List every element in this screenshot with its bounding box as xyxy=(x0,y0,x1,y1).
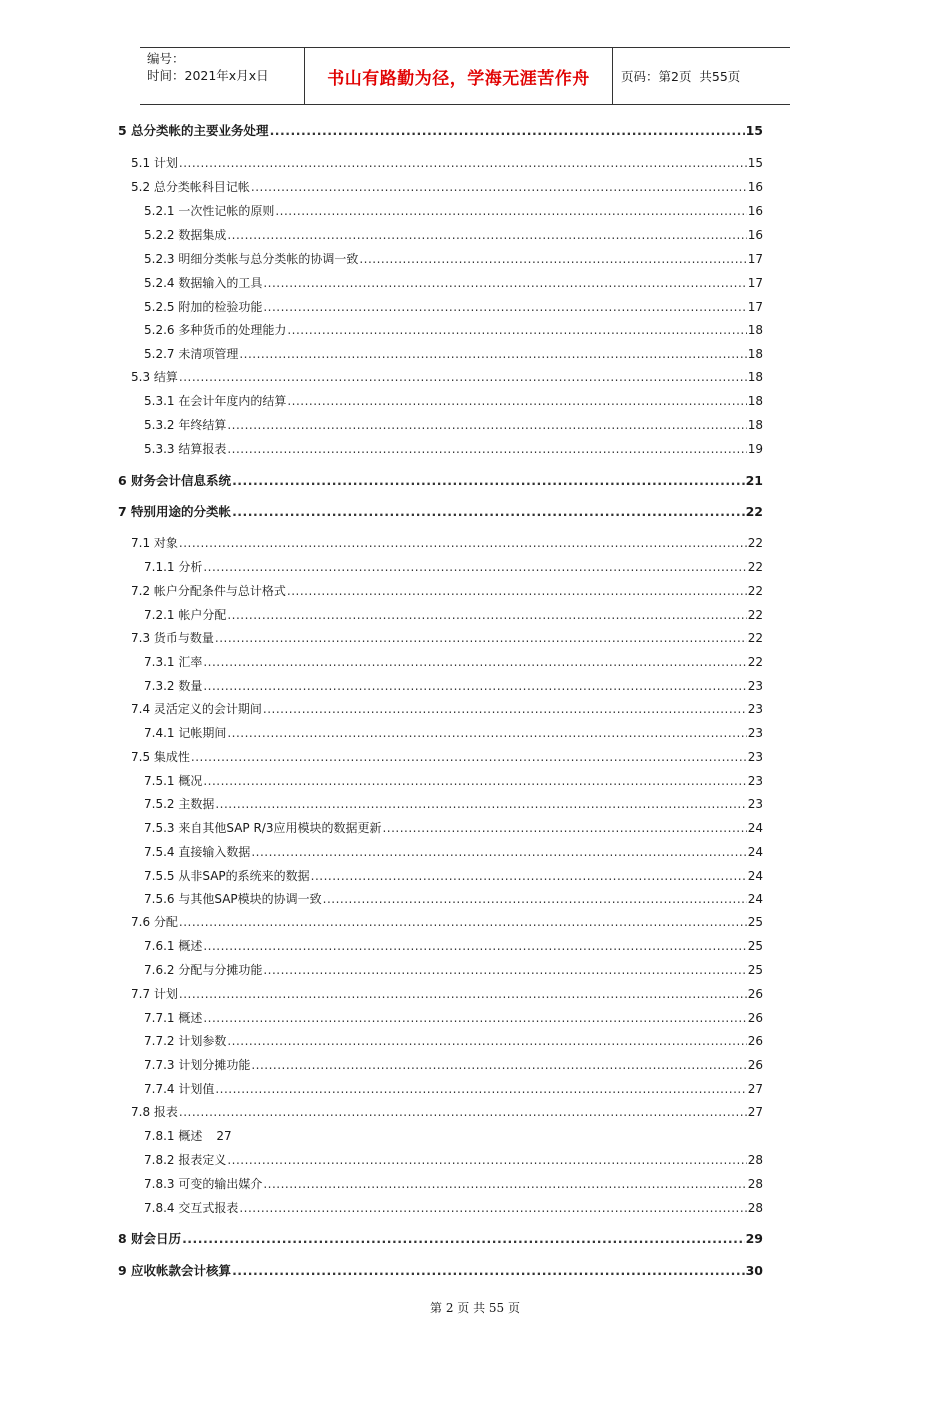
toc-entry[interactable] xyxy=(144,868,763,884)
toc-entry[interactable] xyxy=(144,1033,763,1049)
toc-entry-page: 27 xyxy=(747,1105,763,1119)
toc-entry[interactable] xyxy=(144,1176,763,1192)
toc-entry-title: 7.8.4 交互式报表 xyxy=(144,1201,239,1215)
toc-dot-leader xyxy=(179,155,747,171)
toc-entry-title: 5.2.2 数据集成 xyxy=(144,228,227,242)
toc-entry[interactable] xyxy=(144,441,763,457)
toc-entry-title: 5.2.6 多种货币的处理能力 xyxy=(144,323,287,337)
toc-entry-page: 24 xyxy=(747,821,763,835)
toc-dot-leader xyxy=(239,346,746,362)
toc-entry[interactable] xyxy=(144,796,763,812)
page-footer: 第 2 页 共 55 页 xyxy=(430,1301,520,1315)
toc-dot-leader xyxy=(251,844,746,860)
toc-entry[interactable] xyxy=(131,749,763,765)
toc-entry-title: 7 特别用途的分类帐 xyxy=(118,504,232,519)
toc-entry-page: 22 xyxy=(745,504,763,519)
toc-entry-title: 7.5.4 直接输入数据 xyxy=(144,845,251,859)
toc-entry[interactable] xyxy=(131,1104,763,1120)
toc-entry-title: 5.3.3 结算报表 xyxy=(144,442,227,456)
toc-entry-page: 22 xyxy=(747,608,763,622)
toc-entry-page: 23 xyxy=(747,797,763,811)
toc-dot-leader xyxy=(287,393,746,409)
toc-dot-leader xyxy=(227,417,746,433)
toc-entry-page: 18 xyxy=(747,418,763,432)
toc-entry-title: 8 财会日历 xyxy=(118,1231,182,1246)
toc-entry-title: 5.2.4 数据输入的工具 xyxy=(144,276,263,290)
toc-dot-leader xyxy=(239,1200,746,1216)
toc-entry-page: 15 xyxy=(747,156,763,170)
toc-entry-page: 26 xyxy=(747,1034,763,1048)
toc-dot-leader xyxy=(182,1231,745,1247)
toc-dot-leader xyxy=(251,1057,746,1073)
toc-entry-title: 7.4 灵活定义的会计期间 xyxy=(131,702,262,716)
toc-entry-page: 27 xyxy=(747,1082,763,1096)
toc-entry-title: 7.5.6 与其他SAP模块的协调一致 xyxy=(144,892,322,906)
toc-dot-leader xyxy=(227,441,746,457)
toc-entry-title: 7.7.3 计划分摊功能 xyxy=(144,1058,251,1072)
toc-entry[interactable] xyxy=(144,1010,763,1026)
toc-dot-leader xyxy=(263,962,746,978)
toc-entry-title: 7.3.1 汇率 xyxy=(144,655,203,669)
toc-entry[interactable] xyxy=(118,1231,763,1247)
toc-entry[interactable] xyxy=(144,393,763,409)
toc-entry[interactable] xyxy=(131,583,763,599)
toc-entry-page: 23 xyxy=(747,774,763,788)
toc-entry-title: 5.2.1 一次性记帐的原则 xyxy=(144,204,275,218)
document-code-label: 编号： xyxy=(147,51,185,66)
toc-entry[interactable] xyxy=(144,1200,763,1216)
toc-entry[interactable] xyxy=(131,155,763,171)
toc-entry-title: 7.6.1 概述 xyxy=(144,939,203,953)
toc-entry-title: 5.1 计划 xyxy=(131,156,178,170)
toc-entry-title: 7.5.3 来自其他SAP R/3应用模块的数据更新 xyxy=(144,821,382,835)
toc-entry-title: 7.5.5 从非SAP的系统来的数据 xyxy=(144,869,310,883)
toc-entry-page: 22 xyxy=(747,584,763,598)
toc-entry[interactable] xyxy=(131,369,763,385)
toc-entry-title: 7.2 帐户分配条件与总计格式 xyxy=(131,584,286,598)
toc-dot-leader xyxy=(323,891,747,907)
toc-dot-leader xyxy=(270,123,745,139)
toc-entry[interactable] xyxy=(144,844,763,860)
toc-entry-page: 22 xyxy=(747,560,763,574)
toc-dot-leader xyxy=(287,322,746,338)
toc-dot-leader xyxy=(232,1263,745,1279)
toc-entry-page: 23 xyxy=(747,726,763,740)
toc-entry-page: 16 xyxy=(747,228,763,242)
toc-entry[interactable] xyxy=(144,203,763,219)
toc-dot-leader xyxy=(287,583,747,599)
toc-entry-page: 18 xyxy=(747,394,763,408)
toc-entry[interactable] xyxy=(118,473,763,489)
toc-entry-title: 5.2 总分类帐科目记帐 xyxy=(131,180,250,194)
toc-entry-page: 18 xyxy=(747,347,763,361)
toc-entry[interactable] xyxy=(144,938,763,954)
toc-entry[interactable] xyxy=(144,1128,232,1144)
toc-entry-page: 23 xyxy=(747,679,763,693)
toc-entry-page: 24 xyxy=(747,869,763,883)
toc-entry-page: 28 xyxy=(747,1153,763,1167)
toc-entry-title: 7.7 计划 xyxy=(131,987,178,1001)
toc-entry-page: 25 xyxy=(747,915,763,929)
toc-entry[interactable] xyxy=(144,299,763,315)
toc-entry[interactable] xyxy=(144,275,763,291)
toc-entry-title: 5.3.2 年终结算 xyxy=(144,418,227,432)
toc-entry-title: 7.8 报表 xyxy=(131,1105,178,1119)
toc-entry-page: 26 xyxy=(747,1058,763,1072)
toc-entry[interactable] xyxy=(118,123,763,139)
toc-entry-title: 6 财务会计信息系统 xyxy=(118,473,232,488)
toc-entry[interactable] xyxy=(144,820,763,836)
toc-entry[interactable] xyxy=(144,607,763,623)
toc-entry[interactable] xyxy=(144,654,763,670)
toc-dot-leader xyxy=(179,535,747,551)
toc-dot-leader xyxy=(179,369,747,385)
toc-dot-leader xyxy=(382,820,746,836)
toc-entry-title: 7.7.4 计划值 xyxy=(144,1082,215,1096)
toc-dot-leader xyxy=(203,773,746,789)
toc-dot-leader xyxy=(263,1176,746,1192)
toc-entry[interactable] xyxy=(144,1081,763,1097)
toc-entry-title: 7.1 对象 xyxy=(131,536,178,550)
toc-dot-leader xyxy=(359,251,746,267)
toc-entry-page: 23 xyxy=(747,702,763,716)
toc-entry-page: 22 xyxy=(747,536,763,550)
toc-dot-leader xyxy=(215,1081,746,1097)
toc-entry-page: 15 xyxy=(745,123,763,138)
toc-entry-page: 26 xyxy=(747,1011,763,1025)
toc-entry[interactable] xyxy=(131,179,763,195)
header-motto: 书山有路勤为径，学海无涯苦作舟 xyxy=(305,48,613,104)
toc-dot-leader xyxy=(179,914,747,930)
toc-dot-leader xyxy=(263,299,746,315)
toc-entry-title: 5.3 结算 xyxy=(131,370,178,384)
toc-dot-leader xyxy=(179,1104,747,1120)
toc-entry-page: 17 xyxy=(747,300,763,314)
toc-dot-leader xyxy=(275,203,746,219)
toc-entry-title: 7.8.3 可变的输出媒介 xyxy=(144,1177,263,1191)
toc-dot-leader xyxy=(203,1010,746,1026)
toc-entry[interactable] xyxy=(144,678,763,694)
toc-entry-page: 25 xyxy=(747,963,763,977)
toc-dot-leader xyxy=(203,559,746,575)
toc-dot-leader xyxy=(232,473,745,489)
toc-entry-title: 7.5.1 概况 xyxy=(144,774,203,788)
toc-entry[interactable] xyxy=(144,962,763,978)
toc-entry-title: 7.6 分配 xyxy=(131,915,178,929)
header-page-info: 页码：第2页 共55页 xyxy=(621,69,741,84)
toc-entry[interactable] xyxy=(144,891,763,907)
toc-entry[interactable] xyxy=(144,559,763,575)
toc-dot-leader xyxy=(227,607,746,623)
toc-entry-title: 7.5 集成性 xyxy=(131,750,190,764)
toc-entry[interactable] xyxy=(144,1152,763,1168)
toc-entry-title: 7.2.1 帐户分配 xyxy=(144,608,227,622)
toc-dot-leader xyxy=(203,678,746,694)
toc-entry-title: 7.8.2 报表定义 xyxy=(144,1153,227,1167)
toc-dot-leader xyxy=(263,701,747,717)
toc-entry-title: 5.3.1 在会计年度内的结算 xyxy=(144,394,287,408)
toc-entry-page: 21 xyxy=(745,473,763,488)
toc-entry[interactable] xyxy=(131,630,763,646)
toc-entry[interactable] xyxy=(144,773,763,789)
toc-entry-page: 19 xyxy=(747,442,763,456)
toc-entry[interactable] xyxy=(131,535,763,551)
toc-dot-leader xyxy=(215,630,747,646)
toc-entry[interactable] xyxy=(144,322,763,338)
toc-entry-page: 17 xyxy=(747,252,763,266)
toc-entry-page: 28 xyxy=(747,1201,763,1215)
toc-entry-page: 26 xyxy=(747,987,763,1001)
toc-entry-title: 9 应收帐款会计核算 xyxy=(118,1263,232,1278)
toc-dot-leader xyxy=(311,868,747,884)
toc-entry-page: 30 xyxy=(745,1263,763,1278)
toc-entry[interactable] xyxy=(144,251,763,267)
toc-dot-leader xyxy=(227,227,746,243)
toc-entry-page: 17 xyxy=(747,276,763,290)
toc-entry[interactable] xyxy=(144,227,763,243)
toc-entry-title: 7.7.2 计划参数 xyxy=(144,1034,227,1048)
toc-entry-title: 5.2.5 附加的检验功能 xyxy=(144,300,263,314)
toc-entry-title: 7.8.1 概述 xyxy=(144,1129,203,1143)
toc-entry-title: 7.6.2 分配与分摊功能 xyxy=(144,963,263,977)
toc-dot-leader xyxy=(179,986,747,1002)
toc-entry-page: 22 xyxy=(747,631,763,645)
toc-dot-leader xyxy=(203,938,746,954)
toc-entry-page: 24 xyxy=(747,892,763,906)
toc-entry-page: 24 xyxy=(747,845,763,859)
toc-entry[interactable] xyxy=(131,986,763,1002)
toc-entry-page: 23 xyxy=(747,750,763,764)
toc-entry[interactable] xyxy=(144,1057,763,1073)
toc-dot-leader xyxy=(191,749,747,765)
toc-entry[interactable] xyxy=(144,417,763,433)
toc-entry[interactable] xyxy=(118,1263,763,1279)
toc-entry[interactable] xyxy=(144,725,763,741)
toc-entry-title: 7.4.1 记帐期间 xyxy=(144,726,227,740)
toc-dot-leader xyxy=(203,654,746,670)
toc-entry[interactable] xyxy=(131,914,763,930)
toc-entry-title: 7.3.2 数量 xyxy=(144,679,203,693)
toc-entry-page: 28 xyxy=(747,1177,763,1191)
toc-entry-title: 7.7.1 概述 xyxy=(144,1011,203,1025)
toc-entry-title: 7.1.1 分析 xyxy=(144,560,203,574)
toc-entry-page: 18 xyxy=(747,370,763,384)
toc-entry-title: 5.2.3 明细分类帐与总分类帐的协调一致 xyxy=(144,252,359,266)
toc-entry-title: 7.5.2 主数据 xyxy=(144,797,215,811)
toc-dot-leader xyxy=(227,1152,746,1168)
toc-entry-title: 7.3 货币与数量 xyxy=(131,631,214,645)
toc-dot-leader xyxy=(227,725,746,741)
toc-entry-page: 29 xyxy=(745,1231,763,1246)
toc-entry-title: 5 总分类帐的主要业务处理 xyxy=(118,123,269,138)
toc-entry[interactable] xyxy=(118,504,763,520)
toc-dot-leader xyxy=(263,275,746,291)
toc-dot-leader xyxy=(251,179,747,195)
document-time-label: 时间：2021年x月x日 xyxy=(147,68,269,83)
toc-entry-page: 22 xyxy=(747,655,763,669)
toc-entry-page: 16 xyxy=(747,180,763,194)
toc-entry-title: 5.2.7 未清项管理 xyxy=(144,347,239,361)
toc-entry[interactable] xyxy=(144,346,763,362)
toc-entry[interactable] xyxy=(131,701,763,717)
toc-entry-page: 27 xyxy=(216,1129,232,1143)
toc-dot-leader xyxy=(215,796,746,812)
toc-entry-page: 16 xyxy=(747,204,763,218)
toc-entry-page: 25 xyxy=(747,939,763,953)
toc-dot-leader xyxy=(227,1033,746,1049)
toc-dot-leader xyxy=(232,504,745,520)
toc-entry-page: 18 xyxy=(747,323,763,337)
